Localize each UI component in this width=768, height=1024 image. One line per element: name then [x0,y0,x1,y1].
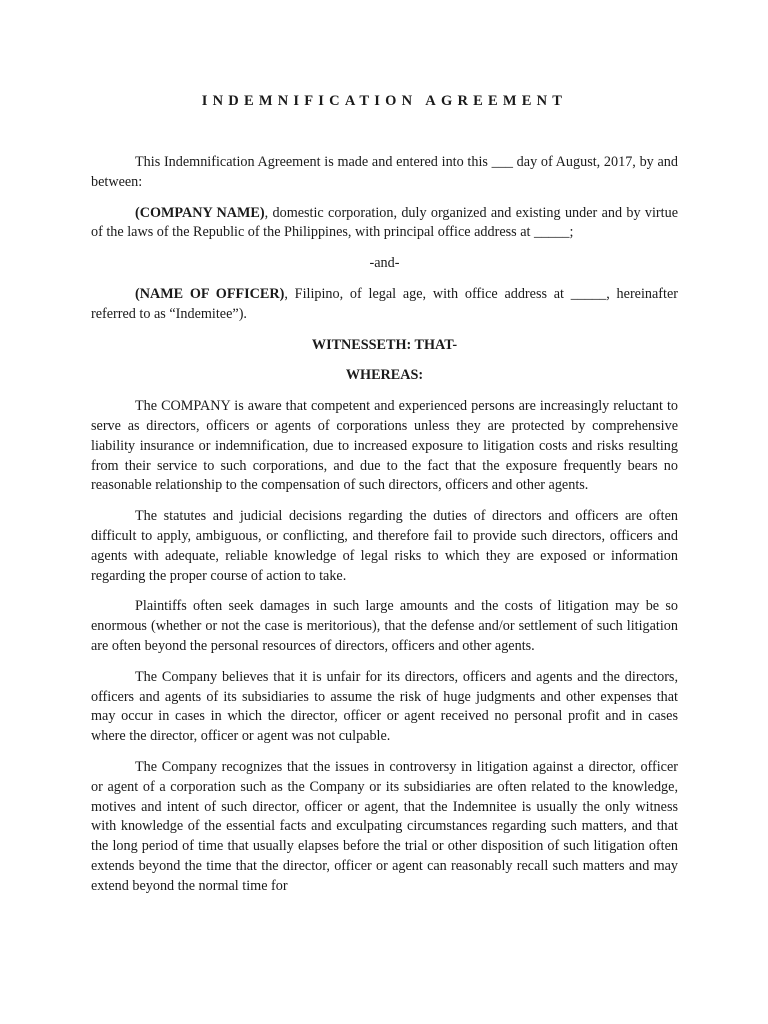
party1-text: , domestic corporation, duly organized and existing under and by virtue of the laws of the Republic of the Philippines, with principal office address at _____; [91,204,678,241]
document-title: INDEMNIFICATION AGREEMENT [201,93,568,109]
intro-paragraph: This Indemnification Agreement is made and entered into this ___ day of August, 2017, by and between: [91,154,678,190]
party2-text: , Filipino, of legal age, with office address at _____, hereinafter referred to as “Indemitee”). [91,285,678,322]
whereas-paragraph-5: The Company recognizes that the issues in controversy in litigation against a director, officer or agent of a corporation such as the Company or its subsidiaries are often related to the knowledge, motives and intent of such director, officer or agent, that the Indemnitee is usually the only witness with knowledge of the essential facts and exculpating circumstances regarding such matters, and that the long period of time that usually elapses before the trial or other disposition of such litigation often extends beyond the time that the director, officer or agent can reasonably recall such matters and may extend beyond the normal time for [91,758,678,894]
whereas-paragraph-2: The statutes and judicial decisions regarding the duties of directors and officers are often difficult to apply, ambiguous, or conflicting, and therefore fail to provide such directors, officers and agents with adequate, reliable knowledge of legal risks to which they are exposed or information regarding the proper course of action to take. [91,508,678,584]
witnesseth-heading: WITNESSETH: THAT- [311,336,458,353]
party1-name: (COMPANY NAME) [135,204,265,221]
party1-paragraph [91,204,678,244]
whereas-paragraph-3: Plaintiffs often seek damages in such large amounts and the costs of litigation may be so enormous (whether or not the case is meritorious), that the defense and/or settlement of such litigation are often beyond the personal resources of directors, officers and other agents. [91,598,678,654]
whereas-paragraph-4: The Company believes that it is unfair for its directors, officers and agents and the directors, officers and agents of its subsidiaries to assume the risk of huge judgments and other expenses that may occur in cases in which the director, officer or agent received no personal profit and in cases where the director, officer or agent was not culpable. [91,668,678,745]
whereas-heading: WHEREAS: [345,367,424,384]
whereas-paragraph-1: The COMPANY is aware that competent and experienced persons are increasingly reluctant to serve as directors, officers or agents of corporations unless they are protected by comprehensive liability insurance or indemnification, due to increased exposure to litigation costs and risks resulting from their service to such corporations, and due to the fact that the exposure frequently bears no reasonable relationship to the compensation of such directors, officers and other agents. [91,398,678,494]
party2-paragraph [91,285,678,325]
and-separator: -and- [369,255,400,272]
party2-name: (NAME OF OFFICER) [135,285,285,302]
